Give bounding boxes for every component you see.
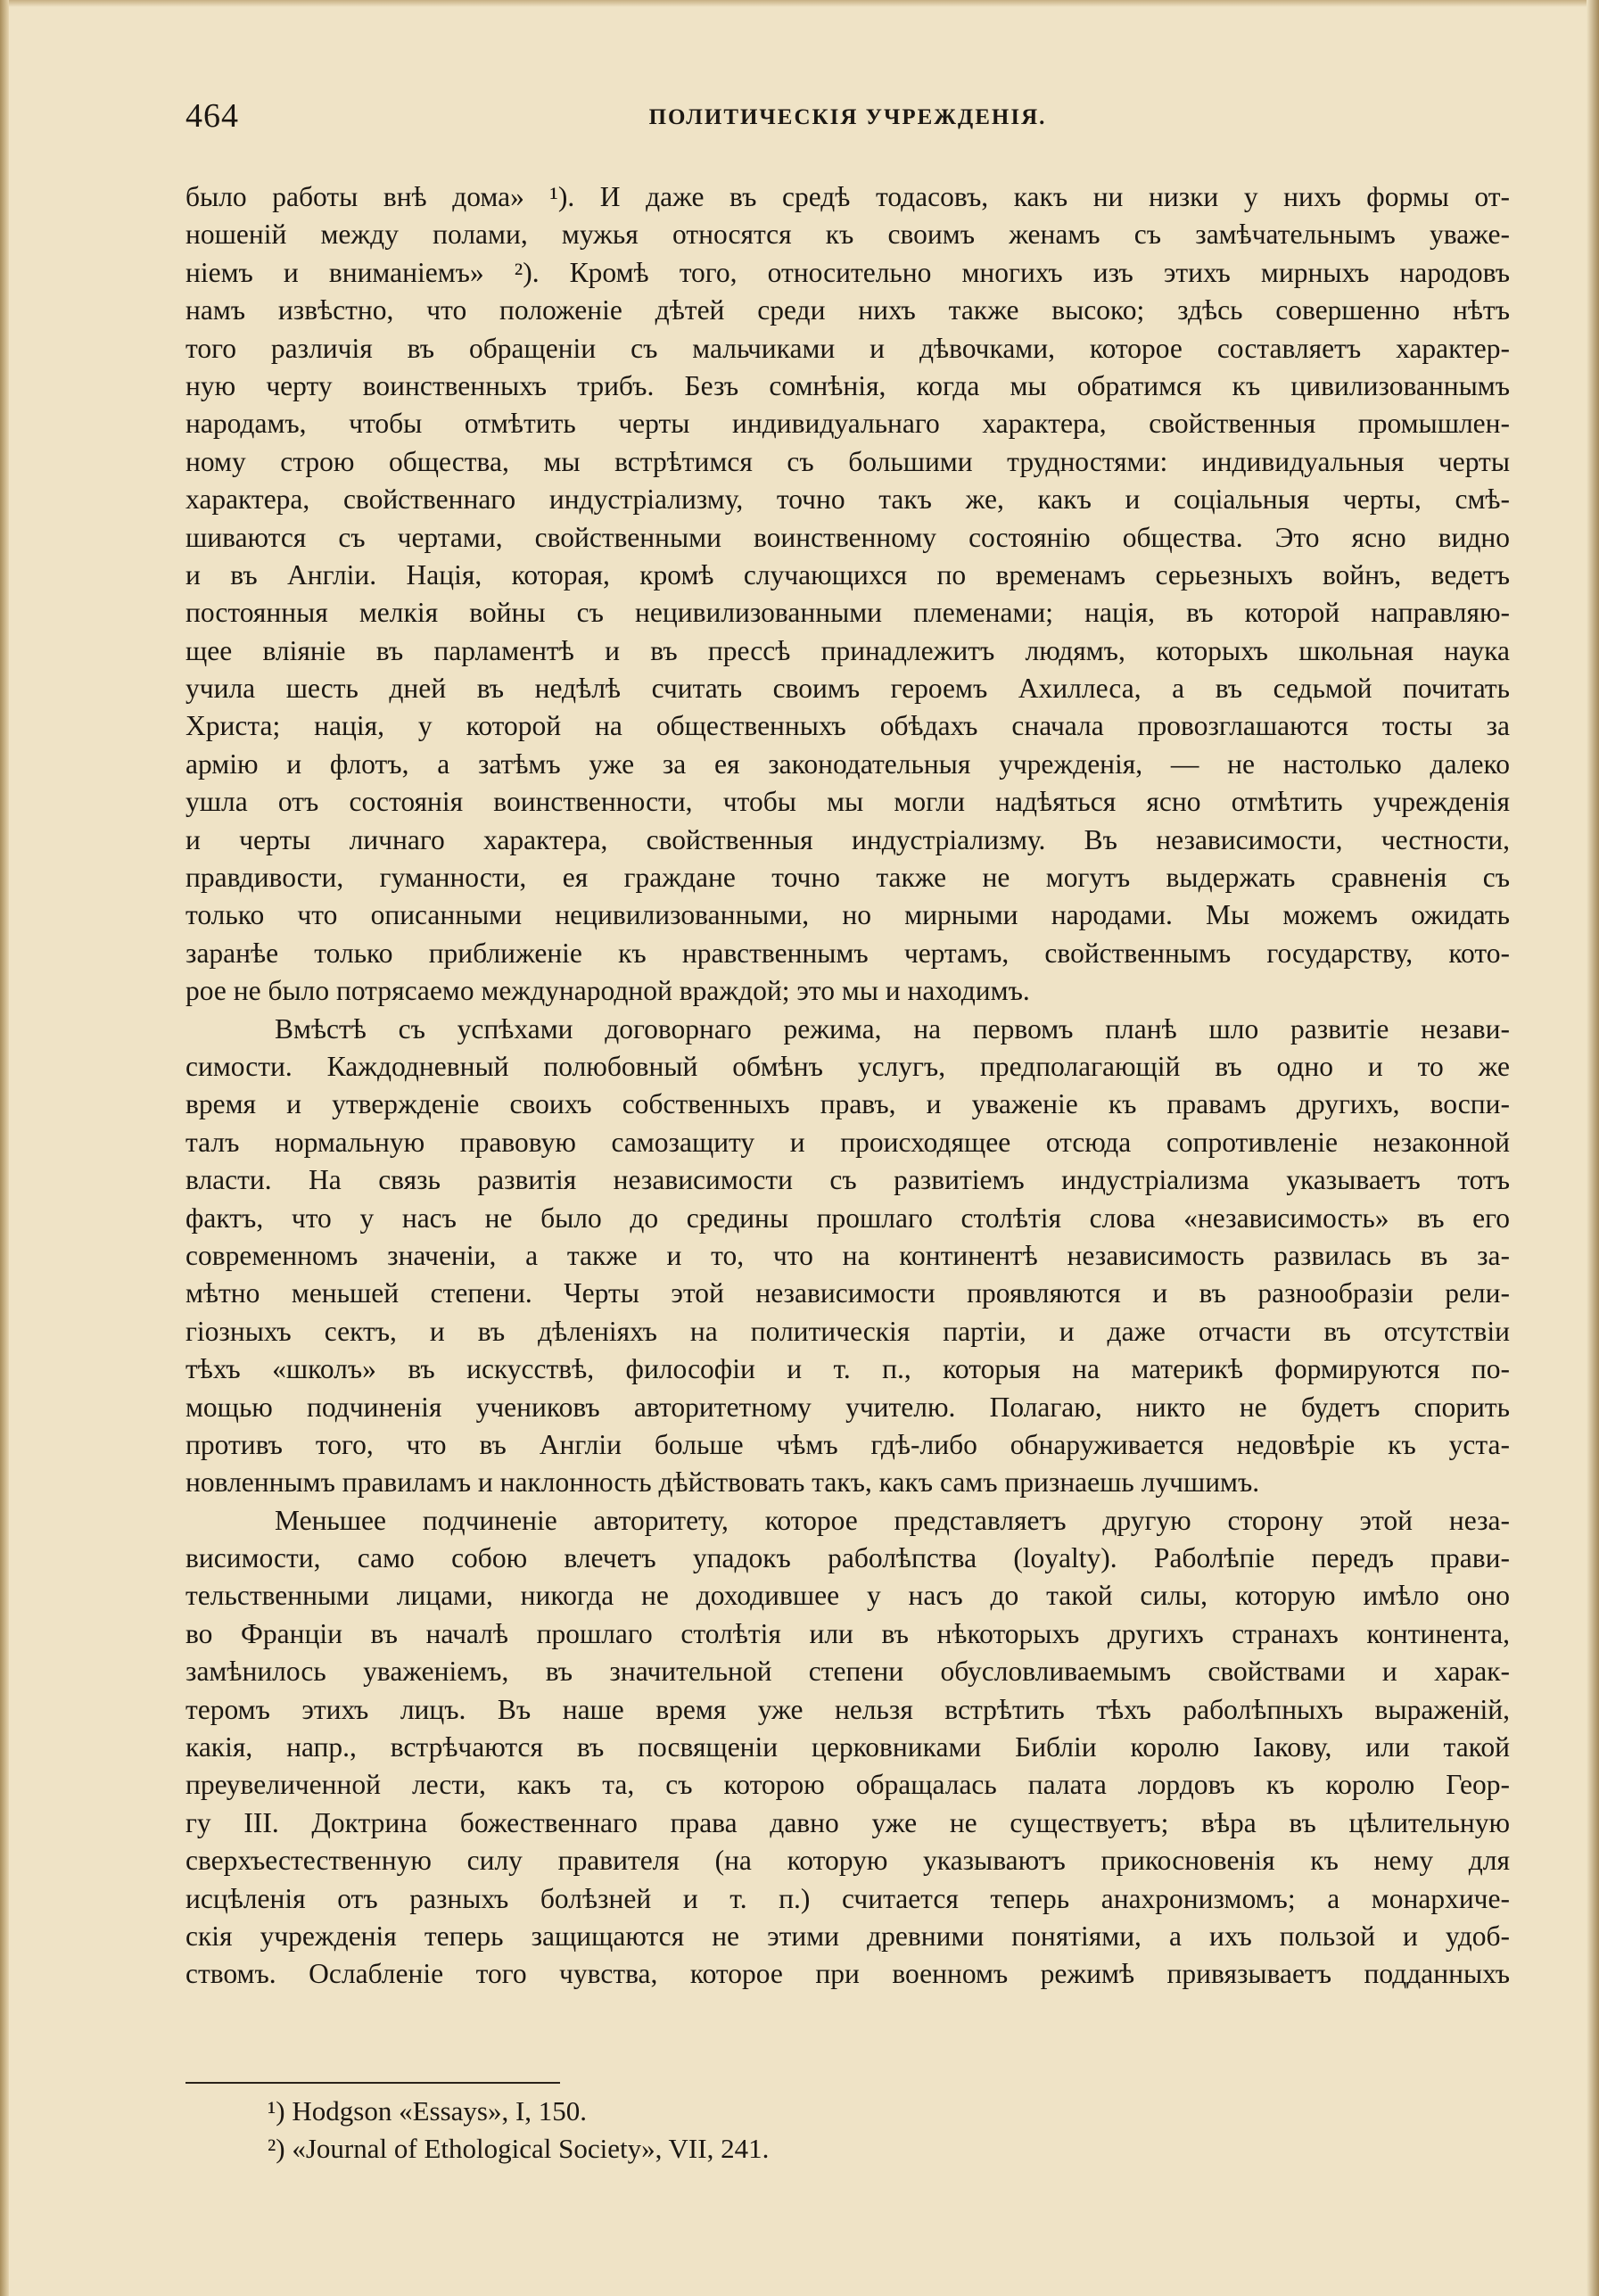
text-line: новленнымъ правиламъ и наклонность дѣйствовать такъ, какъ самъ признаешь лучшимъ. xyxy=(185,1466,1260,1499)
text-line: современномъ значеніи, а также и то, что на континентѣ независимость развилась въ за- xyxy=(185,1239,1510,1271)
text-line: теромъ этихъ лицъ. Въ наше время уже нельзя встрѣтить тѣхъ раболѣпныхъ выраженій, xyxy=(185,1693,1510,1725)
text-line: ніемъ и вниманіемъ» ²). Кромѣ того, относительно многихъ изъ этихъ мирныхъ народовъ xyxy=(185,256,1510,288)
text-line: тельственными лицами, никогда не доходившее у насъ до такой силы, которую имѣло оно xyxy=(185,1580,1510,1612)
text-line: рое не было потрясаемо международной враждой; это мы и находимъ. xyxy=(185,975,1030,1007)
text-line: фактъ, что у насъ не было до средины прошлаго столѣтія слова «независимость» въ его xyxy=(185,1202,1510,1234)
text-line: власти. На связь развитія независимости съ развитіемъ индустріализма указываетъ тотъ xyxy=(185,1164,1510,1196)
text-line: только что описанными нецивилизованными, но мирными народами. Мы можемъ ожидать xyxy=(185,899,1510,931)
text-line: мѣтно меньшей степени. Черты этой независимости проявляются и въ разнообразіи рели- xyxy=(185,1277,1510,1309)
text-line: талъ нормальную правовую самозащиту и происходящее отсюда сопротивленіе незаконной xyxy=(185,1126,1510,1158)
text-line: ному строю общества, мы встрѣтимся съ большими трудностями: индивидуальныя черты xyxy=(185,445,1510,477)
text-line: ушла отъ состоянія воинственности, чтобы мы могли надѣяться ясно отмѣтить учрежденія xyxy=(185,786,1510,818)
page-edge-top xyxy=(0,0,1599,7)
text-line: учила шесть дней въ недѣлѣ считать своимъ героемъ Ахиллеса, а въ седьмой почитать xyxy=(185,673,1510,705)
footnote-divider xyxy=(185,2082,560,2084)
text-line: ствомъ. Ослабленіе того чувства, которое при военномъ режимѣ привязываетъ подданныхъ xyxy=(185,1958,1510,1990)
text-line: намъ извѣстно, что положеніе дѣтей среди нихъ также высоко; здѣсь совершенно нѣтъ xyxy=(185,294,1510,326)
text-line: шиваются съ чертами, свойственными воинственному состоянію общества. Это ясно видно xyxy=(185,521,1510,553)
text-line: скія учрежденія теперь защищаются не этими древними понятіями, а ихъ пользой и удоб- xyxy=(185,1920,1510,1952)
text-line: сверхъестественную силу правителя (на которую указываютъ прикосновенія къ нему для xyxy=(185,1845,1510,1877)
text-line: правдивости, гуманности, ея граждане точно также не могутъ выдержать сравненія съ xyxy=(185,862,1510,894)
text-line: постоянныя мелкія войны съ нецивилизованными племенами; нація, въ которой направляю- xyxy=(185,597,1510,629)
text-line: характера, свойственнаго индустріализму, точно такъ же, какъ и соціальныя черты, смѣ- xyxy=(185,483,1510,516)
text-line: заранѣе только приближеніе къ нравственнымъ чертамъ, свойственнымъ государству, кото- xyxy=(185,937,1510,969)
text-line: висимости, само собою влечетъ упадокъ раболѣпства (loyalty). Раболѣпіе передъ прави- xyxy=(185,1542,1510,1574)
text-line: народамъ, чтобы отмѣтить черты индивидуальнаго характера, свойственныя промышлен- xyxy=(185,408,1510,440)
text-line: симости. Каждодневный полюбовный обмѣнъ услугъ, предполагающій въ одно и то же xyxy=(185,1050,1510,1082)
text-line: армію и флотъ, а затѣмъ уже за ея законодательныя учрежденія, — не настолько далеко xyxy=(185,747,1510,780)
text-line: Меньшее подчиненіе авторитету, которое представляетъ другую сторону этой неза- xyxy=(275,1504,1510,1536)
text-line: замѣнилось уваженіемъ, въ значительной степени обусловливаемымъ свойствами и харак- xyxy=(185,1656,1510,1688)
text-line: ношеній между полами, мужья относятся къ своимъ женамъ съ замѣчательнымъ уваже- xyxy=(185,219,1510,251)
footnote: ¹) Hodgson «Essays», I, 150. xyxy=(268,2095,588,2127)
text-line: исцѣленія отъ разныхъ болѣзней и т. п.) считается теперь анахронизмомъ; а монархиче- xyxy=(185,1882,1510,1914)
footnote: ²) «Journal of Ethological Society», VII, 241. xyxy=(268,2133,770,2164)
text-line: гу III. Доктрина божественнаго права давно уже не существуетъ; вѣра въ цѣлительную xyxy=(185,1806,1510,1838)
text-line: ную черту воинственныхъ трибъ. Безъ сомнѣнія, когда мы обратимся къ цивилизованнымъ xyxy=(185,369,1510,401)
running-title: ПОЛИТИЧЕСКІЯ УЧРЕЖДЕНІЯ. xyxy=(648,105,1047,129)
text-line: во Франціи въ началѣ прошлаго столѣтія или въ нѣкоторыхъ другихъ странахъ континента, xyxy=(185,1617,1510,1649)
text-line: Христа; нація, у которой на общественныхъ обѣдахъ сначала провозглашаются тосты за xyxy=(185,710,1510,742)
text-line: время и утвержденіе своихъ собственныхъ правъ, и уваженіе къ правамъ другихъ, воспи- xyxy=(185,1088,1510,1120)
body-text xyxy=(185,178,1510,1994)
text-line: какія, напр., встрѣчаются въ посвященіи церковниками Библіи королю Іакову, или такой xyxy=(185,1731,1510,1763)
text-line: преувеличенной лести, какъ та, съ которою обращалась палата лордовъ къ королю Геор- xyxy=(185,1769,1510,1801)
text-line: того различія въ обращеніи съ мальчиками и дѣвочками, которое составляетъ характер- xyxy=(185,332,1510,364)
page-edge-right xyxy=(1587,0,1599,2296)
text-line: мощью подчиненія учениковъ авторитетному учителю. Полагаю, никто не будетъ спорить xyxy=(185,1391,1510,1423)
text-line: и черты личнаго характера, свойственныя индустріализму. Въ независимости, честности, xyxy=(185,823,1510,855)
text-line: и въ Англіи. Нація, которая, кромѣ случающихся по временамъ серьезныхъ войнъ, ведетъ xyxy=(185,558,1510,591)
text-line: тѣхъ «школъ» въ искусствѣ, философіи и т. п., которыя на материкѣ формируются по- xyxy=(185,1353,1510,1385)
footnotes xyxy=(268,2093,1427,2168)
text-line: щее вліяніе въ парламентѣ и въ прессѣ принадлежитъ людямъ, которыхъ школьная наука xyxy=(185,634,1510,666)
text-line: противъ того, что въ Англіи больше чѣмъ гдѣ-либо обнаруживается недовѣріе къ уста- xyxy=(185,1428,1510,1460)
text-line: Вмѣстѣ съ успѣхами договорнаго режима, на первомъ планѣ шло развитіе незави- xyxy=(275,1012,1510,1045)
page-header xyxy=(185,96,1510,141)
text-line: было работы внѣ дома» ¹). И даже въ средѣ тодасовъ, какъ ни низки у нихъ формы от- xyxy=(185,181,1510,212)
page-edge-left xyxy=(0,0,9,2296)
page-number: 464 xyxy=(185,97,239,135)
text-line: гіозныхъ сектъ, и въ дѣленіяхъ на политическія партіи, и даже отчасти въ отсутствіи xyxy=(185,1315,1510,1347)
